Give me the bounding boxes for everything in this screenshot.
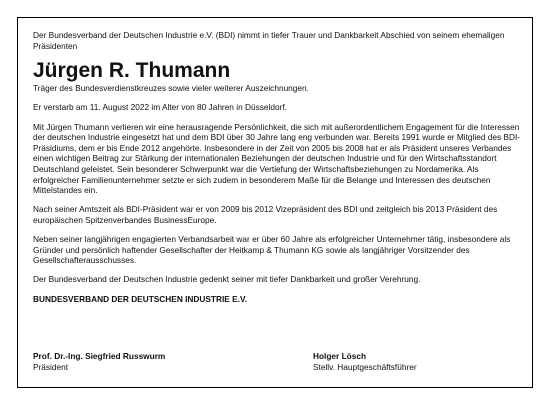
signatory-title: Stellv. Hauptgeschäftsführer (313, 361, 417, 372)
intro-text: Der Bundesverband der Deutschen Industrie e.V. (BDI) nimmt in tiefer Trauer und Dankbarkeit Abschied von seinem ehemaligen Präsidenten (33, 30, 505, 51)
signatory-title: Präsident (33, 361, 69, 372)
closing-text: Der Bundesverband der Deutschen Industrie gedenkt seiner mit tiefer Dankbarkeit und großer Verehrung. (33, 274, 421, 285)
honors-text: Träger des Bundesverdienstkreuzes sowie vieler weiterer Auszeichnungen. (33, 83, 309, 94)
signatory-name: Prof. Dr.-Ing. Siegfried Russwurm (33, 351, 166, 361)
signatory-president (33, 351, 165, 373)
deceased-name: Jürgen R. Thumann (33, 59, 231, 83)
signatory-deputy-director (313, 351, 417, 373)
tribute-paragraph-3: Neben seiner langjährigen engagierten Verbandsarbeit war er über 60 Jahre als erfolgreicher Unternehmer tätig, insbesondere als Gründer und persönlich haftender Gesellschafter der Heitkamp & Thumann KG sowie als langjähriger Vorsitzender des Gesellschafterausschusses. (33, 234, 511, 266)
signatory-name: Holger Lösch (313, 351, 367, 361)
tribute-paragraph-2: Nach seiner Amtszeit als BDI-Präsident war er von 2009 bis 2012 Vizepräsident des BDI und zeitgleich bis 2013 Präsident des europäischen Spitzenverbandes BusinessEurope. (33, 204, 498, 225)
death-text: Er verstarb am 11. August 2022 im Alter von 80 Jahren in Düsseldorf. (33, 102, 287, 113)
obituary-notice (33, 30, 523, 305)
tribute-paragraph-1: Mit Jürgen Thumann verlieren wir eine herausragende Persönlichkeit, die sich mit außerordentlichem Engagement für die Interessen der deutschen Industrie eingesetzt hat und dem BDI über 30 Jahre lang eng verbunden war. Bereits 1991 wurde er Mitglied des BDI-Präsidiums, dem er bis Ende 2012 angehörte. Insbesondere in der Zeit von 2005 bis 2008 hat er als Präsident unseres Verbandes einen wichtigen Beitrag zur Stärkung der internationalen Beziehungen der deutschen Industrie und für den Wirtschaftsstandort Deutschland geleistet. Sein besonderer Schwerpunkt war die Vertiefung der Wirtschaftsbeziehungen zu Nordamerika. Als erfolgreicher Familienunternehmer setzte er sich zudem in besonderem Maße für die Belange und Interessen des deutschen Mittelstandes ein. (33, 121, 521, 196)
organization-name: BUNDESVERBAND DER DEUTSCHEN INDUSTRIE E.V. (33, 294, 248, 305)
